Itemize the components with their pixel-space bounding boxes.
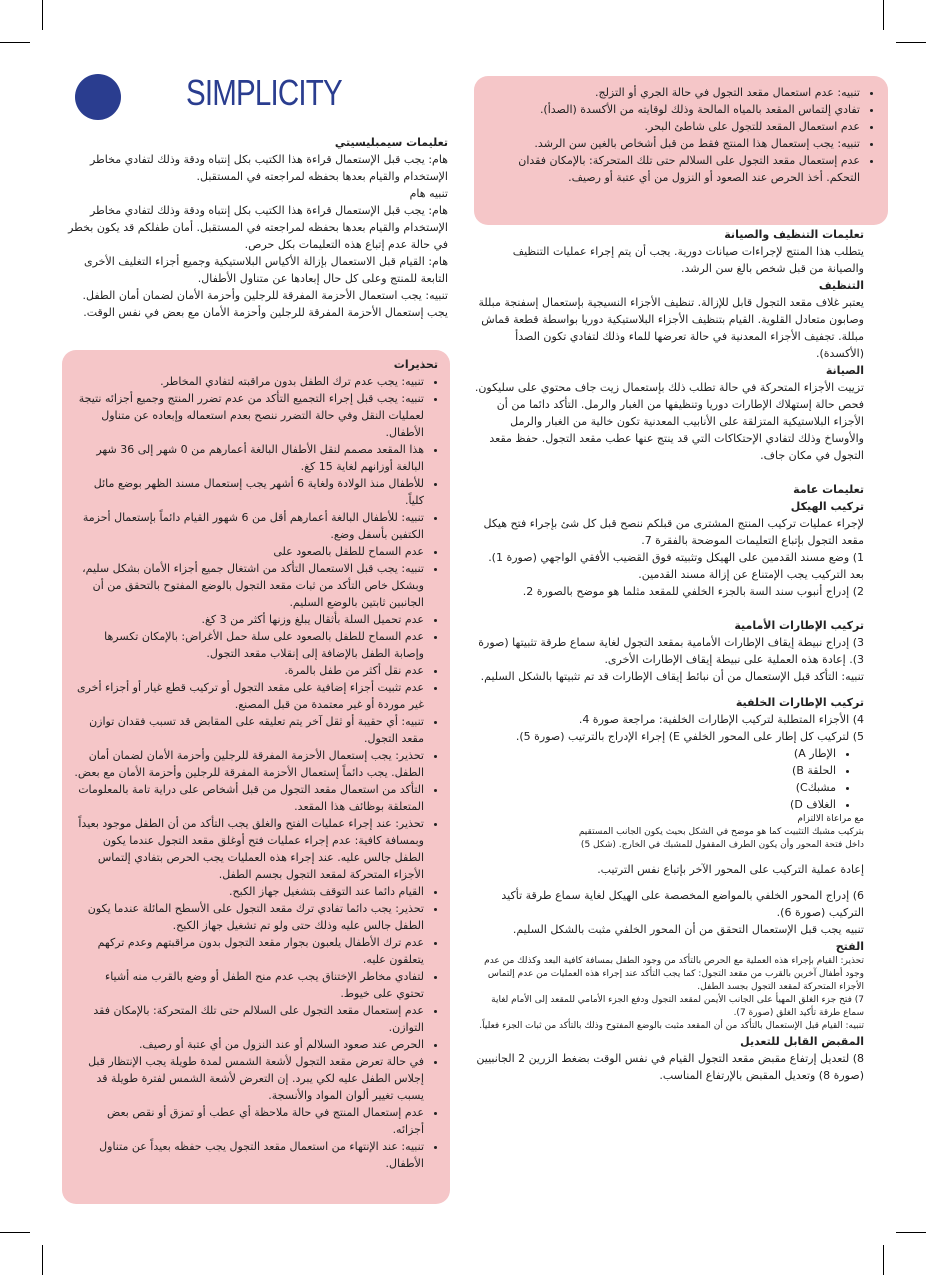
opening-step: 7) فتح جزء الغلق المهيأ على الجانب الأيمن لمقعد التجول ودفع الجزء الأمامي للمقعد إلى الأمام لغاية سماع طرقة تأكيد الغلق (صورة 7). [491,995,864,1018]
handle-heading: المقبض القابل للتعديل [740,1035,864,1048]
warnings-heading: تحذيرات [393,358,438,371]
intro-paragraph: هام: يجب قبل الإستعمال قراءة هذا الكتيب بكل إنتباه ودقة وذلك لتفادي مخاطر الإستخدام والقيام بعدها بحفظه لمراجعته في المستقبل. [89,153,448,183]
rear-part-item: • الغلاف D) [474,796,836,813]
warning-item: • عدم تثبيت أجزاء إضافية على مقعد التجول أو تركيب قطع غيار أو أجزاء أخرى غير موردة أو غير معتمدة من قبل المصنع. [74,679,424,713]
crop-mark [42,0,43,30]
opening-heading: الفتح [835,940,864,953]
warning-item: • في حالة تعرض مقعد التجول لأشعة الشمس لمدة طويلة يجب الإنتظار قبل إجلاس الطفل عليه لكي يبرد. إن التعرض لأشعة الشمس لفترة طويلة قد يسبب تغيير ألوان المواد والأنسجة. [74,1053,424,1104]
frame-step: 1) وضع مسند القدمين على الهيكل وتثبيته فوق القضيب الأفقي الواجهي (صورة 1). بعد التركيب يجب الإمتناع عن إزالة مسند القدمين. [488,551,864,581]
intro-paragraph: هام: القيام قبل الاستعمال بإزالة الأكياس البلاستيكية وجميع أجزاء التغليف الأخرى التابعة للمنتج وعلى كل حال إبعادها عن متناول الأطفال. [84,255,448,285]
warning-item: • هذا المقعد مصمم لنقل الأطفال البالغة أعمارهم من 0 شهر إلى 36 شهر البالغة أوزانهم لغاية 15 كغ. [74,441,424,475]
cleaning-intro: يتطلب هذا المنتج لإجراءات صيانات دورية. يجب أن يتم إجراء عمليات التنظيف والصيانة من قبل شخص بالغ سن الرشد. [512,245,864,275]
warning-item: • عدم نقل أكثر من طفل بالمرة. [74,662,424,679]
intro-paragraph: تنبيه هام [409,187,448,200]
crop-mark [883,1245,884,1275]
warning-item: • تحذير: يجب إستعمال الأحزمة المفرقة للرجلين وأحزمة الأمان لضمان أمان الطفل. يجب دائماً إستعمال الأحزمة المفرقة للرجلين وأحزمة الأمان مع بعض. [74,747,424,781]
rear-wheels-step: 5) لتركيب كل إطار على المحور الخلفي E) إجراء الإدراج بالترتيب (صورة 5). [515,730,864,743]
crop-mark [883,0,884,30]
intro-section [60,134,448,321]
brand-dot [75,74,121,120]
warning-item: • لتفادي مخاطر الإختناق يجب عدم منح الطفل أو وضع بالقرب منه أشياء تحتوي على خيوط. [74,968,424,1002]
top-warning-item: • تنبيه: يجب إستعمال هذا المنتج فقط من قبل أشخاص بالغين سن الرشد. [488,135,860,152]
clean-text: يعتبر غلاف مقعد التجول قابل للإزالة. تنظيف الأجزاء النسيجية بإستعمال إسفنجة مبللة وصابون متعادل القلوية. القيام بتنظيف الأجزاء البلاستيكية دوريا بواسطة قطعة قماش مبللة. تجفيف الأجزاء المعدنية في حالة تعرضها للماء وذلك لتفادي تكون الصدأ (الأكسدة). [478,296,864,360]
warning-item: • عدم السماح للطفل بالصعود على [74,543,424,560]
rear-part-item: • الحلقة B) [474,762,836,779]
frame-heading: تركيب الهيكل [790,500,864,513]
rear-wheels-step: 4) الأجزاء المتطلبة لتركيب الإطارات الخلفية: مراجعة صورة 4. [578,713,864,726]
maintenance-text: تزييت الأجزاء المتحركة في حالة تطلب ذلك بإستعمال زيت جاف محتوي على سليكون. فحص حالة إستهلاك الإطارات دوريا وتنظيفها من الغبار والرمل. التأكد دائما من أن الأجزاء البلاستيكية المتزلقة على الأنابيب المعدنية تكون خالية من الغبار والرمل والأوساخ وذلك لتفادي الإحتكاكات التي قد ينتج عنها عطب مقعد التجول. حفظ مقعد التجول في مكان جاف. [474,381,864,462]
opening-note: تنبيه: القيام قبل الإستعمال بالتأكد من أن المقعد مثبت بالوضع المفتوح وذلك بالتأكد من ثبات الجزء فعلياً. [479,1021,864,1031]
repeat-text: إعادة عملية التركيب على المحور الآخر بإتباع نفس الترتيب. [597,863,864,876]
warning-item: • تنبيه: للأطفال البالغة أعمارهم أقل من 6 شهور القيام دائماً بإستعمال أحزمة الكتفين بأسفل وضع. [74,509,424,543]
warnings-box [62,350,450,1204]
clean-heading: التنظيف [818,279,864,292]
warning-item: • عدم إستعمال المنتج في حالة ملاحظة أي عطب أو تمزق أو نقص بعض أجزائه. [74,1104,424,1138]
warning-item: • تنبيه: عند الإنتهاء من استعمال مقعد التجول يجب حفظه بعيداً عن متناول الأطفال. [74,1138,424,1172]
warning-item: • تنبيه: يجب قبل الاستعمال التأكد من اشتغال جميع أجزاء الأمان بشكل سليم، وبشكل خاص التأكد من ثبات مقعد التجول بالوضع المفتوح بالتحقق من أن الجانبين ثابتين بالوضع السليم. [74,560,424,611]
warning-item: • تنبيه: يجب عدم ترك الطفل بدون مراقبته لتفادي المخاطر. [74,373,424,390]
opening-warning: تحذير: القيام بإجراء هذه العملية مع الحرص بالتأكد من وجود الطفل بمسافة كافية البعد وكذلك من عدم وجود أطفال آخرين بالقرب من مقعد التجول: كما يجب التأكد عند إجراء هذه العمليات من عدم إلتماس الأجزاء المتحركة لمقعد التجول بجسد الطفل. [484,956,864,992]
warning-item: • التأكد من استعمال مقعد التجول من قبل أشخاص على دراية تامة بالمعلومات المتعلقة بوظائف هذا المقعد. [74,781,424,815]
clip-note-line: داخل فتحة المحور وأن يكون الطرف المقفول للمشبك في الخارج. (شكل 5) [580,840,864,850]
top-warnings-list [488,84,874,186]
brand-title: SIMPLICITY [186,72,342,113]
maintenance-heading: الصيانة [825,364,864,377]
rear-part-item: • الإطار A) [474,745,836,762]
clip-note-line: بتركيب مشبك التثبيت كما هو موضح في الشكل بحيث يكون الجانب المستقيم [578,827,864,837]
crop-mark [896,42,926,43]
warning-item: • تحذير: عند إجراء عمليات الفتح والغلق يجب التأكد من أن الطفل موجود بعيداً وبمسافة كافية: عدم إجراء عمليات فتح أوغلق مقعد التجول عندما يكون الطفل جالس عليه. عند إجراء هذه العمليات يجب الحرص بتفادي إلتماس الأجزاء المتحركة لمقعد التجول بجسم الطفل. [74,815,424,883]
rear-axle-note: تنبيه يجب قبل الإستعمال التحقق من أن المحور الخلفي مثبت بالشكل السليم. [512,923,864,936]
frame-step: 2) إدراج أنبوب سند السة بالجزء الخلفي للمقعد مثلما هو موضح بالصورة 2. [522,585,864,598]
crop-mark [42,1245,43,1275]
front-wheels-heading: تركيب الإطارات الأمامية [734,619,864,632]
top-warning-item: • تفادي إلتماس المقعد بالمياه المالحة وذلك لوقايته من الأكسدة (الصدأ). [488,101,860,118]
rear-axle-step: 6) إدراج المحور الخلفي بالمواضع المخصصة على الهيكل لغاية سماع طرقة تأكيد التركيب (صورة 6). [501,889,864,919]
top-warnings-box [474,76,888,225]
warning-item: • الحرص عند صعود السلالم أو عند النزول من أي عتبة أو رصيف. [74,1036,424,1053]
warning-item: • عدم إستعمال مقعد التجول على السلالم حتى تلك المتحركة: بالإمكان فقد التوازن. [74,1002,424,1036]
crop-mark [0,42,30,43]
top-warning-item: • عدم استعمال المقعد للتجول على شاطئ البحر. [488,118,860,135]
rear-wheels-heading: تركيب الإطارات الخلفية [735,696,864,709]
warning-item: • تنبيه: يجب قبل إجراء التجميع التأكد من عدم تضرر المنتج وجميع أجزائه نتيجة لعمليات النقل وفي حالة التضرر ننصح بعدم استعماله وإبعاده عن متناول الأطفال. [74,390,424,441]
front-wheels-step: 3) إدراج نبيطة إيقاف الإطارات الأمامية بمقعد التجول لغاية سماع طرقة تثبيتها (صورة 3). إعادة هذه العملية على نبيطة إيقاف الإطارات الأخرى. [478,636,864,666]
cleaning-heading: تعليمات التنظيف والصيانة [724,228,864,241]
handle-step: 8) لتعديل إرتفاع مقبض مقعد التجول القيام في نفس الوقت بضغط الزرين 2 الجانبيين (صورة 8) وتعديل المقبض بالإرتفاع المناسب. [476,1052,864,1082]
right-column [474,226,864,1084]
clip-note-heading: مع مراعاة الالتزام [797,814,864,824]
warning-item: • القيام دائما عند التوقف بتشغيل جهاز الكبح. [74,883,424,900]
intro-heading: تعليمات سيمبليسيتي [334,136,448,149]
intro-paragraph: تنبيه: يجب استعمال الأحزمة المفرقة للرجلين وأحزمة الأمان لضمان أمان الطفل. يجب إستعمال الأحزمة المفرقة للرجلين وأحزمة الأمان مع بعض في نفس الوقت. [82,289,448,319]
general-heading: تعليمات عامة [793,483,864,496]
warning-item: • عدم تحميل السلة بأثقال يبلغ وزنها أكثر من 3 كغ. [74,611,424,628]
crop-mark [0,1232,30,1233]
warning-item: • تنبيه: أي حقيبة أو ثقل آخر يتم تعليقه على المقابض قد تسبب فقدان توازن مقعد التجول. [74,713,424,747]
crop-mark [896,1232,926,1233]
warning-item: • عدم ترك الأطفال يلعبون بجوار مقعد التجول بدون مراقبتهم وعدم تركهم يتعلقون عليه. [74,934,424,968]
warning-item: • عدم السماح للطفل بالصعود على سلة حمل الأغراض: بالإمكان تكسرها وإصابة الطفل بالإضافة إلى إنقلاب مقعد التجول. [74,628,424,662]
rear-parts-list [474,745,864,813]
warnings-list [74,373,438,1172]
frame-text: لإجراء عمليات تركيب المنتج المشترى من قبلكم ننصح قبل كل شئ بإجراء فتح هيكل مقعد التجول بإتباع التعليمات الموضحة بالفقرة 7. [483,517,864,547]
rear-part-item: • مشبكC) [474,779,836,796]
front-wheels-note: تنبيه: التأكد قبل الإستعمال من أن نبائط إيقاف الإطارات قد تم تثبيتها بالشكل السليم. [480,670,864,683]
top-warning-item: • تنبيه: عدم استعمال مقعد التجول في حالة الجري أو التزلج. [488,84,860,101]
top-warning-item: • عدم إستعمال مقعد التجول على السلالم حتى تلك المتحركة: بالإمكان فقدان التحكم. أخذ الحرص عند الصعود أو النزول من أي عتبة أو رصيف. [488,152,860,186]
warning-item: • للأطفال منذ الولادة ولغاية 6 أشهر يجب إستعمال مسند الظهر بوضع مائل كلياً. [74,475,424,509]
warning-item: • تحذير: يجب دائما تفادي ترك مقعد التجول على الأسطح المائلة عندما يكون الطفل جالس عليه وذلك حتى ولو تم تشغيل جهاز الكبح. [74,900,424,934]
intro-paragraph: هام: يجب قبل الإستعمال قراءة هذا الكتيب بكل إنتباه ودقة وذلك لتفادي مخاطر الإستخدام والقيام بعدها بحفظه لمراجعته في المستقبل. أمان طفلكم قد يكون بخطر في حالة عدم إتباع هذه التعليمات بكل حرص. [68,204,448,251]
